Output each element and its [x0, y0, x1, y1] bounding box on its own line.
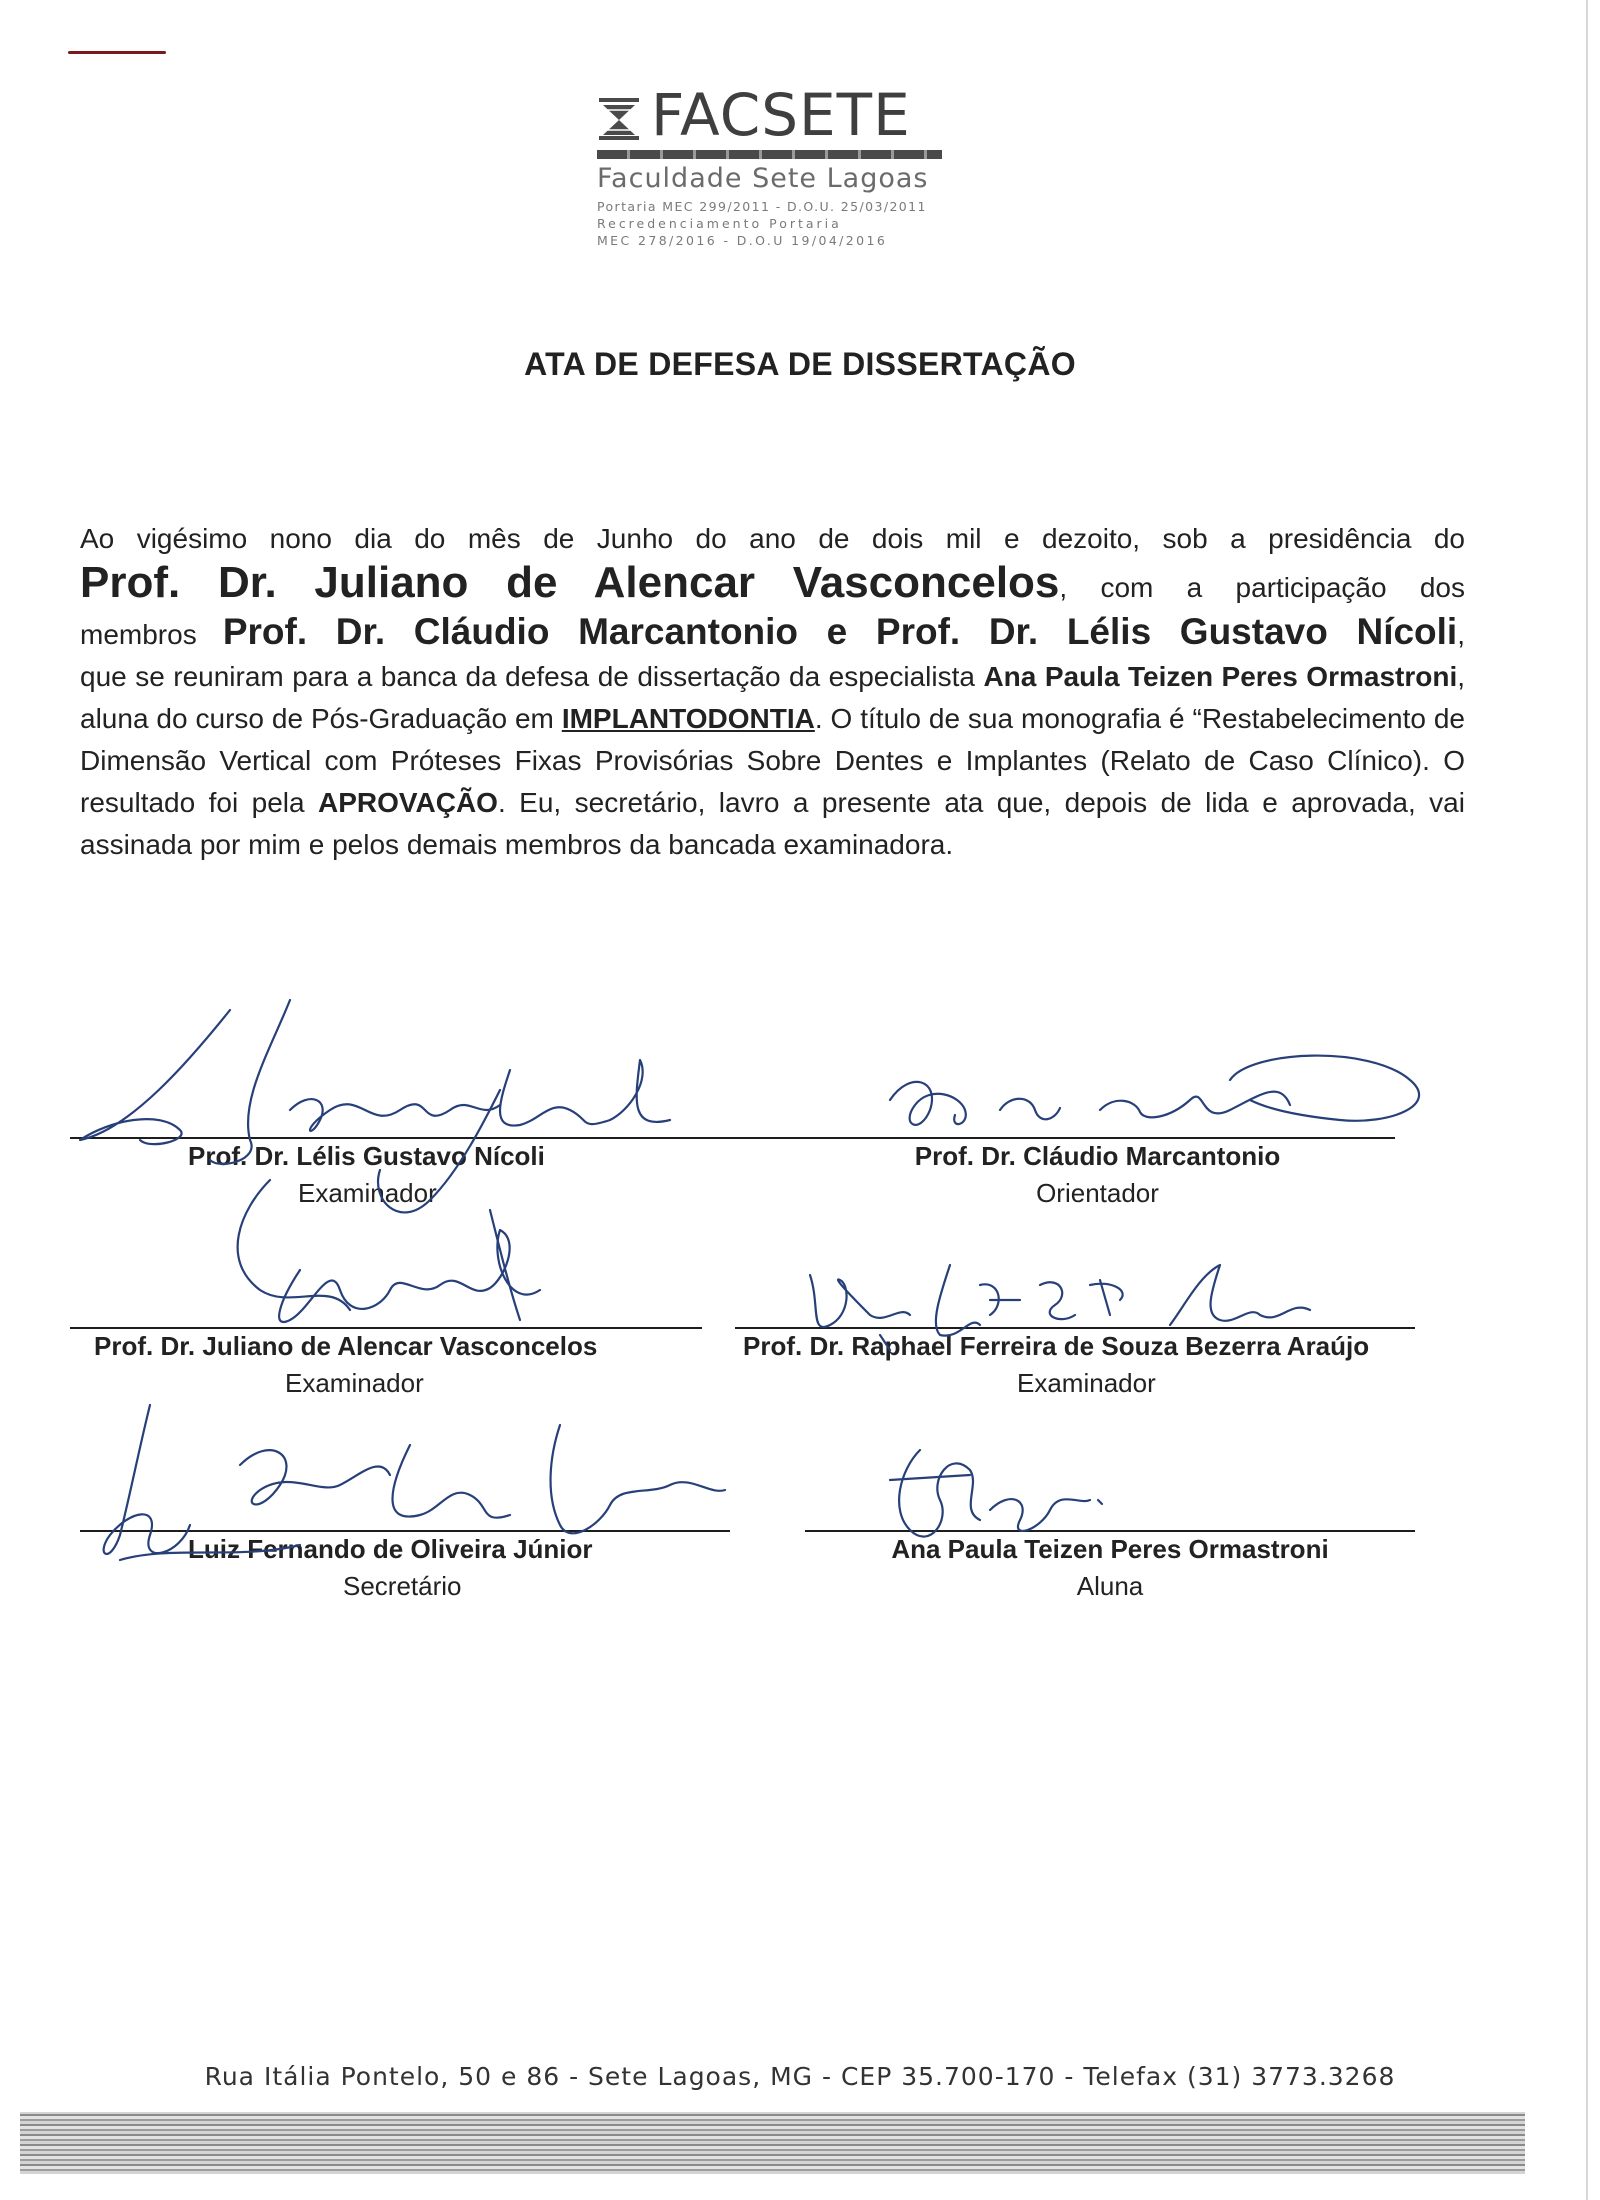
registration-info: [597, 198, 977, 249]
president-name: Prof. Dr. Juliano de Alencar Vasconcelos: [80, 558, 1060, 607]
signatory-role: Aluna: [1076, 1571, 1144, 1601]
logo-name: FACSETE: [651, 81, 911, 149]
signatory-role: Examinador: [298, 1178, 437, 1208]
student-name: Ana Paula Teizen Peres Ormastroni: [983, 661, 1458, 692]
document-title: ATA DE DEFESA DE DISSERTAÇÃO: [524, 346, 1076, 382]
paragraph-line: Ao vigésimo nono dia do mês de Junho do ano de dois mil e dezoito, sob a presidência do: [80, 523, 1465, 554]
registration-line-1: Portaria MEC 299/2011 - D.O.U. 25/03/2011: [597, 199, 927, 214]
signature-block: [70, 1327, 702, 1399]
signatory-role: Examinador: [1017, 1368, 1156, 1398]
signatory-name: Luiz Fernando de Oliveira Júnior: [188, 1534, 593, 1564]
paragraph-text-block: [80, 656, 1465, 866]
institution-address: Rua Itália Pontelo, 50 e 86 - Sete Lagoas, MG - CEP 35.700-170 - Telefax (31) 3773.3268: [204, 2062, 1396, 2091]
paragraph-text: ,: [1457, 619, 1465, 650]
signature-line: [70, 1327, 702, 1329]
signatory-name: Prof. Dr. Raphael Ferreira de Souza Bezerra Araújo: [743, 1331, 1370, 1361]
logo-stripe: [597, 150, 942, 159]
registration-line-2: Recredenciamento Portaria: [597, 216, 842, 231]
paragraph-text: . Eu, secretário, lavro a presente ata que, depois de lida e aprovada, vai assinada por mim e pelos demais membros da bancada examinadora.: [80, 787, 1465, 860]
signature-line: [70, 1137, 800, 1139]
paragraph-line: [80, 611, 1465, 656]
signatory-role: Secretário: [343, 1571, 462, 1601]
signatory-name: Ana Paula Teizen Peres Ormastroni: [891, 1534, 1329, 1564]
signature-line: [800, 1137, 1395, 1139]
institution-logo: [597, 81, 977, 249]
handwritten-signature: [870, 1040, 1450, 1150]
signature-line: [735, 1327, 1415, 1329]
paragraph-line: [80, 558, 1465, 609]
result-status: APROVAÇÃO: [318, 787, 498, 818]
signature-block: [805, 1530, 1415, 1602]
course-name: IMPLANTODONTIA: [561, 703, 815, 734]
paragraph-text: , aluna do curso de Pós-Graduação em: [80, 661, 1466, 734]
signature-block: [80, 1530, 730, 1602]
signatory-name: Prof. Dr. Juliano de Alencar Vasconcelos: [94, 1331, 598, 1361]
page-edge: [1586, 0, 1588, 2200]
board-members: Prof. Dr. Cláudio Marcantonio e Prof. Dr. Lélis Gustavo Nícoli: [222, 611, 1458, 652]
footer-decorative-bar: [20, 2112, 1525, 2174]
scan-mark: [68, 51, 166, 54]
registration-line-3: MEC 278/2016 - D.O.U 19/04/2016: [597, 233, 888, 248]
paragraph-text: . O título de sua monografia é “Restabelecimento de Dimensão Vertical com Próteses Fixas Provisórias Sobre Dentes e Implantes (Relato de Caso Clínico). O resultado foi pela: [80, 703, 1466, 818]
signature-block: [800, 1137, 1395, 1209]
signatory-name: Prof. Dr. Cláudio Marcantonio: [914, 1141, 1281, 1171]
signatory-role: Orientador: [1036, 1178, 1159, 1208]
signature-line: [80, 1530, 730, 1532]
paragraph-text: , com a participação dos: [1059, 572, 1465, 603]
signature-block: [70, 1137, 800, 1209]
signature-block: [735, 1327, 1415, 1399]
signatory-role: Examinador: [285, 1368, 424, 1398]
minutes-paragraph: [80, 518, 1465, 866]
facsete-emblem-icon: [597, 96, 641, 140]
signatory-name: Prof. Dr. Lélis Gustavo Nícoli: [188, 1141, 545, 1171]
paragraph-text: que se reuniram para a banca da defesa de dissertação da especialista: [80, 661, 984, 692]
logo-subtitle: Faculdade Sete Lagoas: [597, 163, 929, 194]
signature-line: [805, 1530, 1415, 1532]
paragraph-text: membros: [80, 619, 223, 650]
